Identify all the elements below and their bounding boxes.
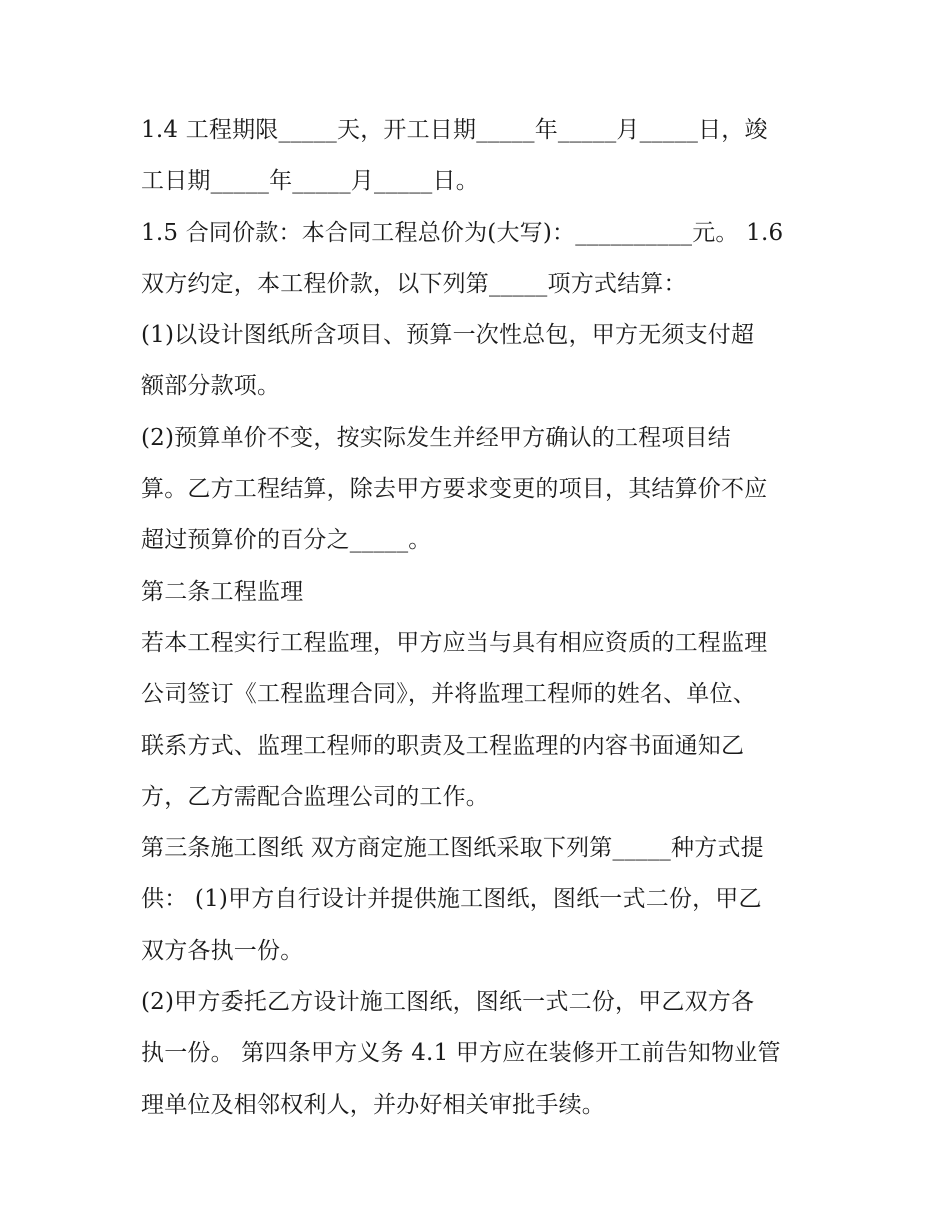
article-3-option-1-line: 供： (1)甲方自行设计并提供施工图纸，图纸一式二份，甲乙 <box>141 886 762 913</box>
clause-1-4-line-cont: 工日期_____年_____月_____日。 <box>141 168 479 195</box>
article-3-option-1-line-cont: 双方各执一份。 <box>141 937 304 964</box>
article-2-heading: 第二条工程监理 <box>141 578 304 605</box>
article-3-line: 第三条施工图纸 双方商定施工图纸采取下列第_____种方式提 <box>141 835 764 862</box>
article-2-paragraph-line: 联系方式、监理工程师的职责及工程监理的内容书面通知乙 <box>141 732 745 759</box>
clause-1-4-line: 1.4 工程期限_____天，开工日期_____年_____月_____日，竣 <box>141 117 768 143</box>
option-2-line-cont: 算。乙方工程结算，除去甲方要求变更的项目，其结算价不应 <box>141 476 768 503</box>
option-1-line: (1)以设计图纸所含项目、预算一次性总包，甲方无须支付超 <box>141 322 755 349</box>
article-2-paragraph-line: 公司签订《工程监理合同》，并将监理工程师的姓名、单位、 <box>141 681 756 708</box>
clause-1-5-line: 1.5 合同价款：本合同工程总价为(大写)：__________元。 1.6 <box>141 219 784 246</box>
article-4-line: 执一份。 第四条甲方义务 4.1 甲方应在装修开工前告知物业管 <box>141 1040 781 1067</box>
article-2-paragraph-line: 方，乙方需配合监理公司的工作。 <box>141 783 489 810</box>
document-body <box>141 105 821 1131</box>
article-4-line-cont: 理单位及相邻权利人，并办好相关审批手续。 <box>141 1091 605 1118</box>
article-2-paragraph-line: 若本工程实行工程监理，甲方应当与具有相应资质的工程监理 <box>141 629 768 656</box>
option-2-line-end: 超过预算价的百分之_____。 <box>141 527 432 554</box>
clause-1-6-line: 双方约定，本工程价款，以下列第_____项方式结算： <box>141 270 687 297</box>
option-2-line: (2)预算单价不变，按实际发生并经甲方确认的工程项目结 <box>141 424 731 451</box>
option-1-line-cont: 额部分款项。 <box>141 373 281 400</box>
article-3-option-2-line: (2)甲方委托乙方设计施工图纸，图纸一式二份，甲乙双方各 <box>141 989 755 1016</box>
